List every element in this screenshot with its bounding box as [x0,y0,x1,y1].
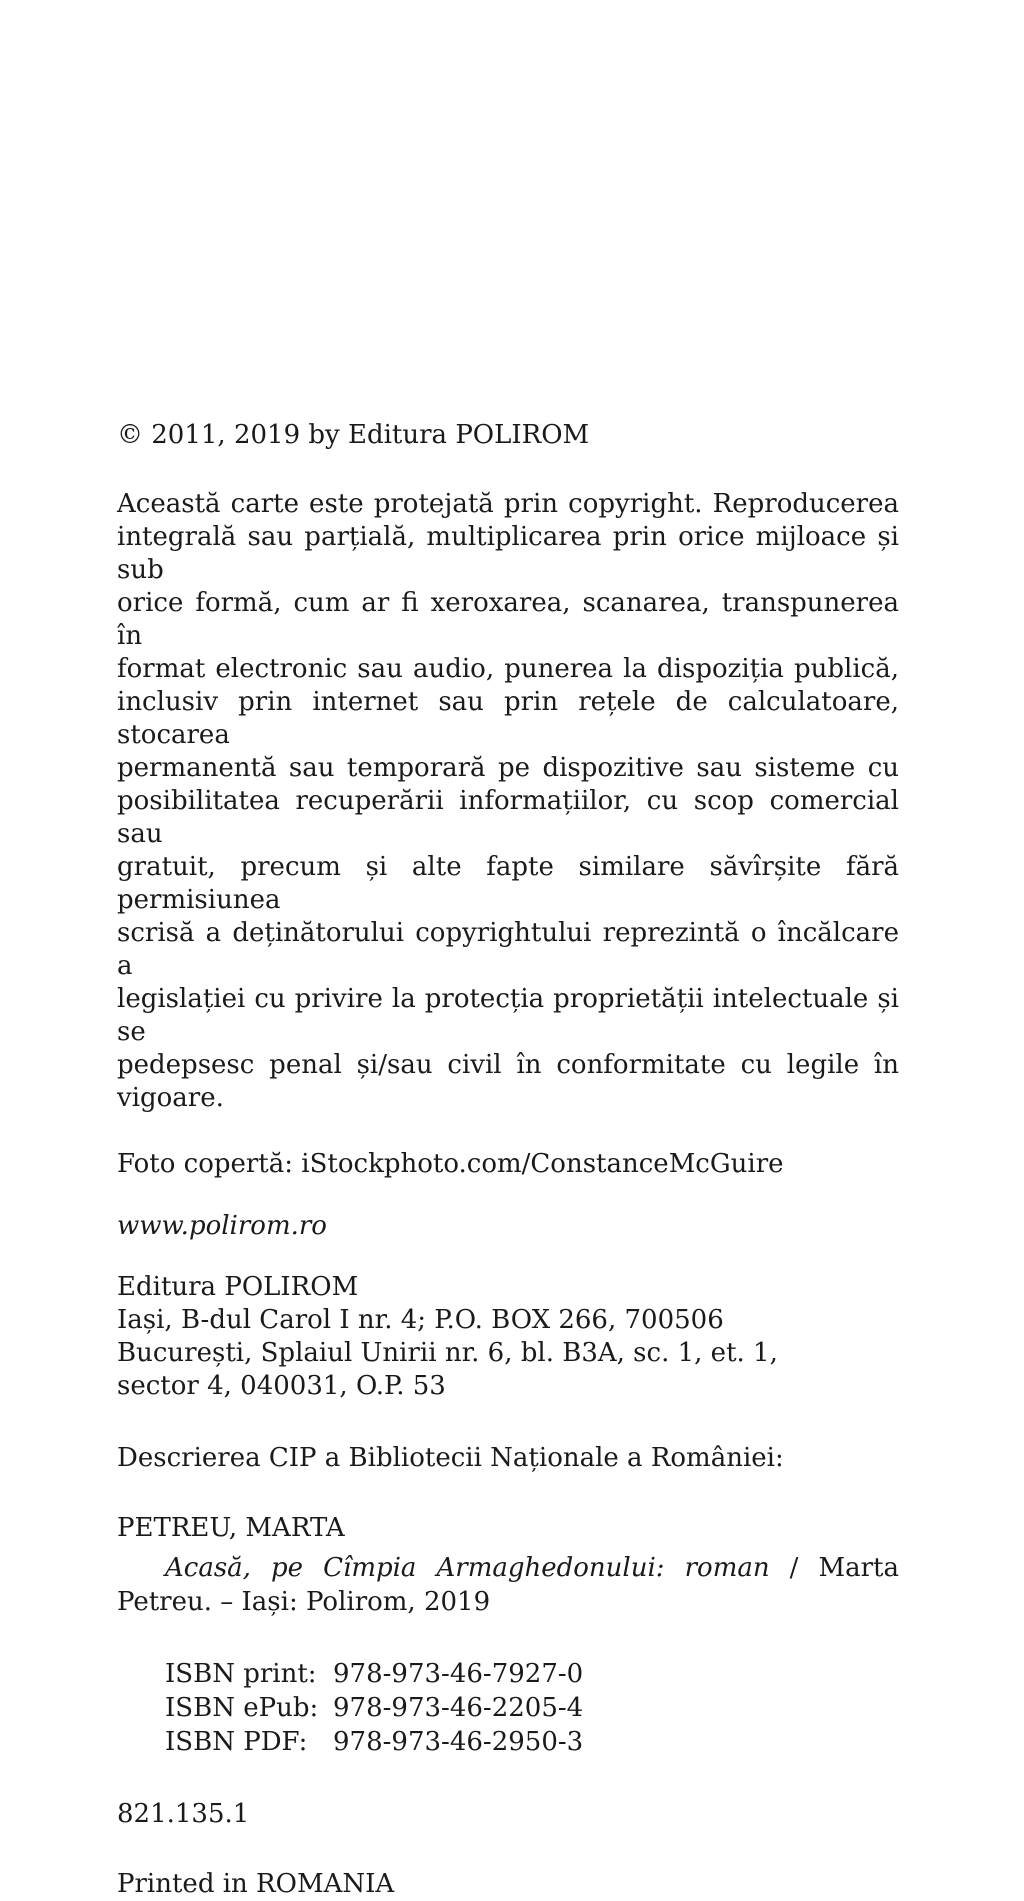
isbn-label: ISBN PDF: [165,1727,308,1757]
notice-line: scrisă a deținătorului copyrightului reprezintă o încălcare a [117,918,899,981]
notice-line: legislației cu privire la protecția proprietății intelectuale și se [117,984,899,1047]
cip-author: PETREU, MARTA [117,1513,345,1543]
isbn-label: ISBN ePub: [165,1693,319,1723]
isbn-row [165,1725,899,1759]
isbn-row [165,1691,899,1725]
isbn-list [165,1657,899,1759]
publisher-website: www.polirom.ro [117,1211,327,1241]
responsibility: / Marta [769,1553,899,1583]
address-bucuresti: București, Splaiul Unirii nr. 6, bl. B3A, sc. 1, et. 1, [117,1338,778,1368]
isbn-label: ISBN print: [165,1659,317,1689]
cover-photo-credit: Foto copertă: iStockphoto.com/ConstanceMcGuire [117,1149,784,1179]
copyright-notice [117,488,899,1115]
notice-line: inclusiv prin internet sau prin rețele de calculatoare, stocarea [117,687,899,750]
notice-line: posibilitatea recuperării informațiilor, cu scop comercial sau [117,786,899,849]
cip-citation [117,1551,899,1619]
book-title: Acasă, pe Cîmpia Armaghedonului: roman [165,1553,770,1583]
notice-line: gratuit, precum și alte fapte similare săvîrșite fără permisiunea [117,852,899,915]
notice-line: orice formă, cum ar fi xeroxarea, scanarea, transpunerea în [117,588,899,651]
notice-line: pedepsesc penal și/sau civil în conformitate cu legile în vigoare. [117,1050,899,1113]
udc-code: 821.135.1 [117,1799,250,1829]
address-iasi: Iași, B-dul Carol I nr. 4; P.O. BOX 266, 700506 [117,1305,724,1335]
isbn-row [165,1657,899,1691]
copyright-line: © 2011, 2019 by Editura POLIROM [117,420,590,450]
isbn-value: 978-973-46-2950-3 [333,1727,584,1757]
notice-line: Această carte este protejată prin copyright. Reproducerea [117,489,899,519]
notice-line: permanentă sau temporară pe dispozitive sau sisteme cu [117,753,899,783]
notice-line: format electronic sau audio, punerea la dispoziția publică, [117,654,899,684]
publisher-address [117,1271,899,1403]
isbn-value: 978-973-46-7927-0 [333,1659,584,1689]
notice-line: integrală sau parțială, multiplicarea prin orice mijloace și sub [117,522,899,585]
copyright-content [117,418,899,1901]
citation-line-1 [117,1551,899,1585]
printed-in: Printed in ROMANIA [117,1869,395,1899]
isbn-value: 978-973-46-2205-4 [333,1693,584,1723]
citation-imprint: Petreu. – Iași: Polirom, 2019 [117,1587,491,1617]
publisher-name: Editura POLIROM [117,1272,359,1302]
cip-heading: Descrierea CIP a Bibliotecii Naționale a României: [117,1443,784,1473]
address-bucuresti-sector: sector 4, 040031, O.P. 53 [117,1371,446,1401]
